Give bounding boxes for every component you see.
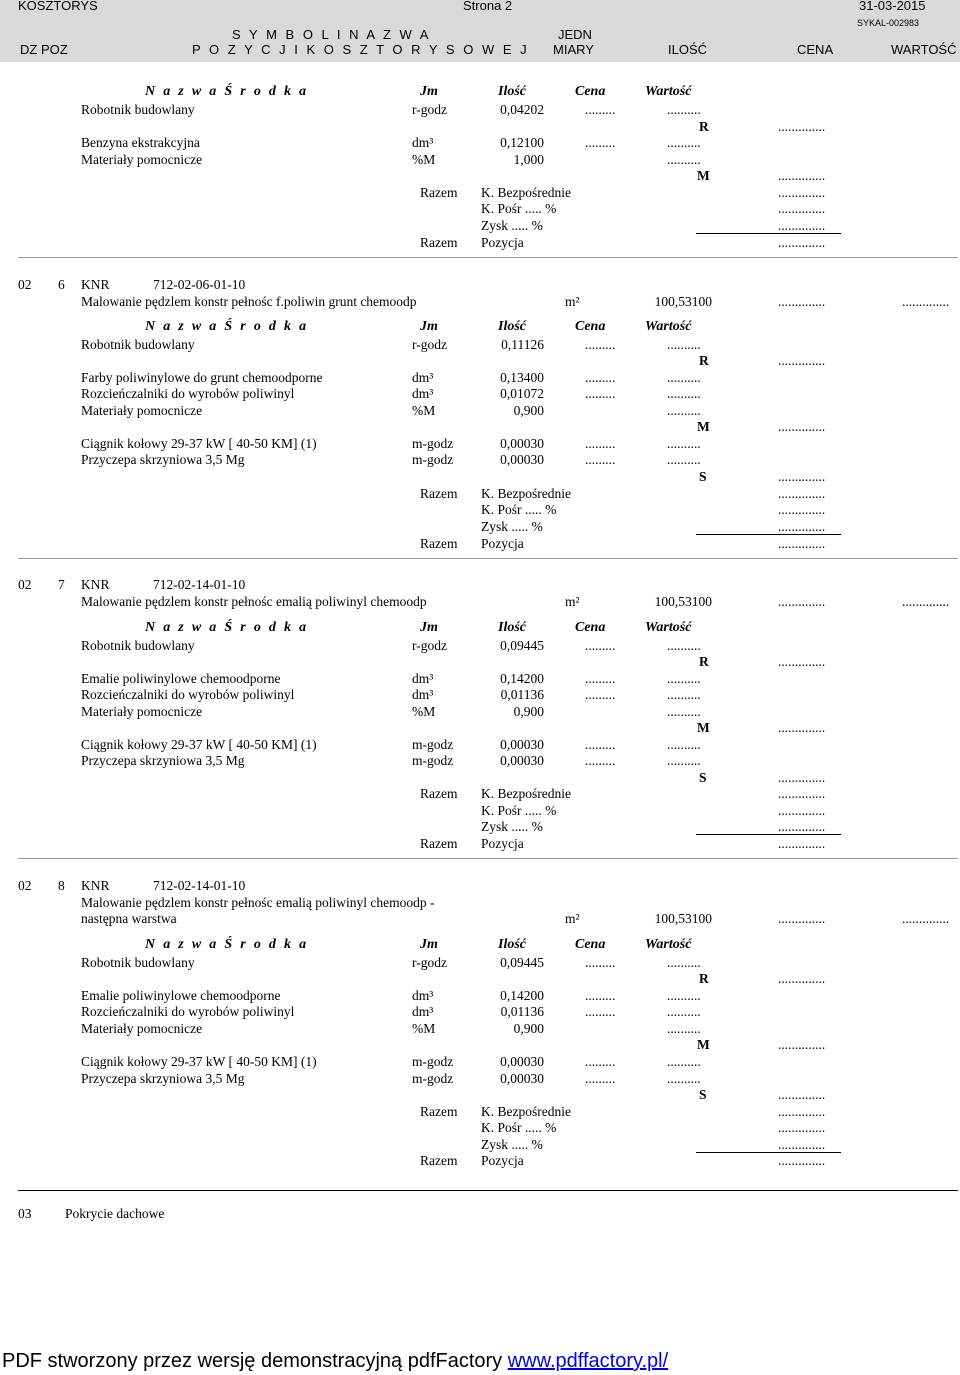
resource-qty: 0,01072 xyxy=(500,386,544,401)
resource-price: ......... xyxy=(585,370,616,385)
k-posr-value: .............. xyxy=(778,201,826,216)
pozycja-label: Pozycja xyxy=(481,1153,524,1168)
position-base: KNR xyxy=(81,878,110,893)
resource-qty: 0,00030 xyxy=(500,452,544,467)
zysk-value: .............. xyxy=(778,819,826,834)
header-miary: MIARY xyxy=(553,42,594,57)
subtotal-s-label: S xyxy=(699,1087,707,1102)
k-posr-label: K. Pośr ..... % xyxy=(481,201,557,216)
pdf-watermark xyxy=(2,1349,668,1373)
position-separator xyxy=(18,558,958,559)
resource-price: ......... xyxy=(585,955,616,970)
zysk-value: .............. xyxy=(778,218,826,233)
resource-qty: 0,12100 xyxy=(500,135,544,150)
zysk-label: Zysk ..... % xyxy=(481,519,543,534)
resource-price: ......... xyxy=(585,1054,616,1069)
subtotal-m-label: M xyxy=(697,720,710,735)
position-description: Malowanie pędzlem konstr pełnośc emalią poliwinyl chemoodp - xyxy=(81,895,435,910)
col-jm: Jm xyxy=(420,84,438,99)
resource-name: Ciągnik kołowy 29-37 kW [ 40-50 KM] (1) xyxy=(81,737,317,752)
k-posr-label: K. Pośr ..... % xyxy=(481,803,557,818)
subtotal-r-label: R xyxy=(699,119,709,134)
pozycja-value: .............. xyxy=(778,235,826,250)
resource-value: .......... xyxy=(667,671,701,686)
position-separator xyxy=(18,257,958,258)
resource-unit: m-godz xyxy=(412,1054,454,1069)
k-posr-value: .............. xyxy=(778,1120,826,1135)
resource-unit: %M xyxy=(412,152,436,167)
resource-name: Farby poliwinylowe do grunt chemoodporne xyxy=(81,370,323,385)
page-number: Strona 2 xyxy=(463,0,513,13)
resource-qty: 0,01136 xyxy=(500,687,544,702)
resource-qty: 1,000 xyxy=(513,152,544,167)
resource-value: .......... xyxy=(667,687,701,702)
resource-unit: m-godz xyxy=(412,737,454,752)
resource-name: Przyczepa skrzyniowa 3,5 Mg xyxy=(81,1071,245,1086)
position-value: .............. xyxy=(902,594,950,609)
position-qty: 100,53100 xyxy=(654,911,712,926)
k-bezposrednie-label: K. Bezpośrednie xyxy=(481,486,571,501)
resource-unit: dm³ xyxy=(412,386,434,401)
col-jm: Jm xyxy=(420,319,438,334)
subtotal-m-label: M xyxy=(697,168,710,183)
resource-value: .......... xyxy=(667,955,701,970)
position-dz: 02 xyxy=(18,577,32,592)
subtotal-m-label: M xyxy=(697,419,710,434)
position-code: 712-02-06-01-10 xyxy=(153,277,246,292)
resource-value: .......... xyxy=(667,436,701,451)
position-unit: m² xyxy=(565,594,580,609)
position-separator xyxy=(18,858,958,859)
resource-value: .......... xyxy=(667,1054,701,1069)
resource-unit: r-godz xyxy=(412,337,447,352)
resource-name: Przyczepa skrzyniowa 3,5 Mg xyxy=(81,452,245,467)
subtotal-s-value: .............. xyxy=(778,1087,826,1102)
resource-name: Materiały pomocnicze xyxy=(81,1021,203,1036)
subtotal-r-label: R xyxy=(699,353,709,368)
razem-label: Razem xyxy=(420,836,458,851)
position-price: .............. xyxy=(778,594,826,609)
watermark-text: PDF stworzony przez wersję demonstracyjną pdfFactory xyxy=(2,1350,508,1372)
col-nazwa-srodka: N a z w a Ś r o d k a xyxy=(145,84,309,99)
resource-value: .......... xyxy=(667,370,701,385)
position-price: .............. xyxy=(778,294,826,309)
resource-price: ......... xyxy=(585,452,616,467)
header-ilosc: ILOŚĆ xyxy=(668,42,708,57)
resource-name: Rozcieńczalniki do wyrobów poliwinyl xyxy=(81,1004,295,1019)
resource-unit: dm³ xyxy=(412,370,434,385)
k-bezposrednie-value: .............. xyxy=(778,486,826,501)
header-dz-poz: DZ POZ xyxy=(20,42,68,57)
k-bezposrednie-label: K. Bezpośrednie xyxy=(481,185,571,200)
resource-value: .......... xyxy=(667,704,701,719)
position-dz: 02 xyxy=(18,878,32,893)
resource-name: Materiały pomocnicze xyxy=(81,152,203,167)
subtotal-m-value: .............. xyxy=(778,168,826,183)
col-ilosc: Ilość xyxy=(498,319,526,334)
resource-qty: 0,09445 xyxy=(500,638,544,653)
resource-qty: 0,00030 xyxy=(500,436,544,451)
subtotal-r-label: R xyxy=(699,654,709,669)
subtotal-m-value: .............. xyxy=(778,1037,826,1052)
resource-unit: m-godz xyxy=(412,436,454,451)
resource-unit: dm³ xyxy=(412,687,434,702)
resource-qty: 0,14200 xyxy=(500,988,544,1003)
razem-label: Razem xyxy=(420,185,458,200)
resource-qty: 0,11126 xyxy=(501,337,544,352)
resource-price: ......... xyxy=(585,135,616,150)
resource-value: .......... xyxy=(667,102,701,117)
position-description: Malowanie pędzlem konstr pełnośc emalią poliwinyl chemoodp xyxy=(81,594,427,609)
doc-title: KOSZTORYS xyxy=(18,0,98,13)
resource-value: .......... xyxy=(667,452,701,467)
resource-price: ......... xyxy=(585,337,616,352)
pozycja-value: .............. xyxy=(778,1153,826,1168)
resource-unit: r-godz xyxy=(412,638,447,653)
resource-name: Materiały pomocnicze xyxy=(81,403,203,418)
resource-unit: r-godz xyxy=(412,102,447,117)
resource-price: ......... xyxy=(585,102,616,117)
pozycja-label: Pozycja xyxy=(481,836,524,851)
k-bezposrednie-label: K. Bezpośrednie xyxy=(481,1104,571,1119)
k-bezposrednie-value: .............. xyxy=(778,1104,826,1119)
k-bezposrednie-label: K. Bezpośrednie xyxy=(481,786,571,801)
resource-value: .......... xyxy=(667,337,701,352)
position-number: 7 xyxy=(58,577,65,592)
k-bezposrednie-value: .............. xyxy=(778,786,826,801)
pozycja-label: Pozycja xyxy=(481,235,524,250)
resource-qty: 0,900 xyxy=(513,403,544,418)
resource-price: ......... xyxy=(585,386,616,401)
resource-name: Emalie poliwinylowe chemoodporne xyxy=(81,988,281,1003)
resource-value: .......... xyxy=(667,1021,701,1036)
subtotal-r-value: .............. xyxy=(778,119,826,134)
subtotal-r-value: .............. xyxy=(778,353,826,368)
resource-qty: 0,04202 xyxy=(500,102,544,117)
razem-label: Razem xyxy=(420,235,458,250)
resource-name: Przyczepa skrzyniowa 3,5 Mg xyxy=(81,753,245,768)
subtotal-s-value: .............. xyxy=(778,770,826,785)
resource-value: .......... xyxy=(667,403,701,418)
subtotal-r-value: .............. xyxy=(778,971,826,986)
resource-price: ......... xyxy=(585,687,616,702)
resource-value: .......... xyxy=(667,386,701,401)
resource-name: Benzyna ekstrakcyjna xyxy=(81,135,200,150)
header-symbol-nazwa: S Y M B O L I N A Z W A xyxy=(232,27,431,42)
pozycja-value: .............. xyxy=(778,536,826,551)
col-nazwa-srodka: N a z w a Ś r o d k a xyxy=(145,319,309,334)
resource-qty: 0,14200 xyxy=(500,671,544,686)
resource-unit: dm³ xyxy=(412,671,434,686)
col-jm: Jm xyxy=(420,620,438,635)
position-base: KNR xyxy=(81,277,110,292)
resource-price: ......... xyxy=(585,1071,616,1086)
header-pozycji: P O Z Y C J I K O S Z T O R Y S O W E J xyxy=(192,42,530,57)
col-ilosc: Ilość xyxy=(498,620,526,635)
col-cena: Cena xyxy=(575,84,606,99)
resource-qty: 0,13400 xyxy=(500,370,544,385)
subtotal-m-value: .............. xyxy=(778,720,826,735)
pozycja-value: .............. xyxy=(778,836,826,851)
zysk-value: .............. xyxy=(778,519,826,534)
col-wartosc: Wartość xyxy=(645,84,692,99)
position-price: .............. xyxy=(778,911,826,926)
position-qty: 100,53100 xyxy=(654,594,712,609)
razem-label: Razem xyxy=(420,536,458,551)
subtotal-s-value: .............. xyxy=(778,469,826,484)
col-jm: Jm xyxy=(420,937,438,952)
resource-name: Robotnik budowlany xyxy=(81,955,195,970)
pozycja-label: Pozycja xyxy=(481,536,524,551)
razem-label: Razem xyxy=(420,1104,458,1119)
header-jedn: JEDN xyxy=(558,27,592,42)
col-wartosc: Wartość xyxy=(645,620,692,635)
resource-value: .......... xyxy=(667,1071,701,1086)
subtotal-r-label: R xyxy=(699,971,709,986)
col-cena: Cena xyxy=(575,319,606,334)
resource-name: Ciągnik kołowy 29-37 kW [ 40-50 KM] (1) xyxy=(81,436,317,451)
subtotal-m-label: M xyxy=(697,1037,710,1052)
resource-price: ......... xyxy=(585,988,616,1003)
resource-qty: 0,900 xyxy=(513,1021,544,1036)
doc-date: 31-03-2015 xyxy=(859,0,926,13)
subtotal-s-label: S xyxy=(699,770,707,785)
position-qty: 100,53100 xyxy=(654,294,712,309)
col-nazwa-srodka: N a z w a Ś r o d k a xyxy=(145,937,309,952)
resource-name: Robotnik budowlany xyxy=(81,638,195,653)
subtotal-m-value: .............. xyxy=(778,419,826,434)
resource-qty: 0,00030 xyxy=(500,753,544,768)
resource-unit: dm³ xyxy=(412,1004,434,1019)
razem-label: Razem xyxy=(420,786,458,801)
resource-qty: 0,09445 xyxy=(500,955,544,970)
resource-unit: %M xyxy=(412,1021,436,1036)
position-number: 6 xyxy=(58,277,65,292)
position-value: .............. xyxy=(902,294,950,309)
razem-label: Razem xyxy=(420,486,458,501)
resource-qty: 0,900 xyxy=(513,704,544,719)
position-description: Malowanie pędzlem konstr pełnośc f.poliwin grunt chemoodp xyxy=(81,294,417,309)
position-dz: 02 xyxy=(18,277,32,292)
resource-price: ......... xyxy=(585,436,616,451)
resource-unit: m-godz xyxy=(412,452,454,467)
resource-value: .......... xyxy=(667,152,701,167)
section-number: 03 xyxy=(18,1206,32,1221)
resource-price: ......... xyxy=(585,737,616,752)
resource-name: Robotnik budowlany xyxy=(81,102,195,117)
position-number: 8 xyxy=(58,878,65,893)
position-base: KNR xyxy=(81,577,110,592)
col-wartosc: Wartość xyxy=(645,319,692,334)
resource-value: .......... xyxy=(667,638,701,653)
resource-unit: %M xyxy=(412,403,436,418)
doc-code: SYKAL-002983 xyxy=(857,18,920,28)
col-ilosc: Ilość xyxy=(498,84,526,99)
col-cena: Cena xyxy=(575,937,606,952)
resource-name: Ciągnik kołowy 29-37 kW [ 40-50 KM] (1) xyxy=(81,1054,317,1069)
resource-value: .......... xyxy=(667,1004,701,1019)
resource-name: Rozcieńczalniki do wyrobów poliwinyl xyxy=(81,687,295,702)
resource-qty: 0,00030 xyxy=(500,737,544,752)
resource-value: .......... xyxy=(667,135,701,150)
col-wartosc: Wartość xyxy=(645,937,692,952)
subtotal-s-label: S xyxy=(699,469,707,484)
resource-value: .......... xyxy=(667,737,701,752)
resource-name: Emalie poliwinylowe chemoodporne xyxy=(81,671,281,686)
sum-underline xyxy=(696,834,841,835)
resource-unit: dm³ xyxy=(412,135,434,150)
sum-underline xyxy=(696,534,841,535)
position-code: 712-02-14-01-10 xyxy=(153,577,246,592)
resource-value: .......... xyxy=(667,753,701,768)
resource-price: ......... xyxy=(585,671,616,686)
subtotal-r-value: .............. xyxy=(778,654,826,669)
resource-unit: m-godz xyxy=(412,1071,454,1086)
position-unit: m² xyxy=(565,911,580,926)
resource-name: Rozcieńczalniki do wyrobów poliwinyl xyxy=(81,386,295,401)
resource-name: Robotnik budowlany xyxy=(81,337,195,352)
k-bezposrednie-value: .............. xyxy=(778,185,826,200)
watermark-link[interactable]: www.pdffactory.pl/ xyxy=(507,1350,669,1372)
col-cena: Cena xyxy=(575,620,606,635)
resource-unit: m-godz xyxy=(412,753,454,768)
k-posr-value: .............. xyxy=(778,803,826,818)
sum-underline xyxy=(696,233,841,234)
k-posr-value: .............. xyxy=(778,502,826,517)
section-separator xyxy=(18,1190,958,1191)
zysk-label: Zysk ..... % xyxy=(481,1137,543,1152)
zysk-label: Zysk ..... % xyxy=(481,819,543,834)
position-description-cont: następna warstwa xyxy=(81,911,177,926)
header-wartosc: WARTOŚĆ xyxy=(891,42,957,57)
resource-unit: r-godz xyxy=(412,955,447,970)
col-ilosc: Ilość xyxy=(498,937,526,952)
position-value: .............. xyxy=(902,911,950,926)
zysk-value: .............. xyxy=(778,1137,826,1152)
col-nazwa-srodka: N a z w a Ś r o d k a xyxy=(145,620,309,635)
resource-price: ......... xyxy=(585,1004,616,1019)
resource-qty: 0,00030 xyxy=(500,1071,544,1086)
resource-value: .......... xyxy=(667,988,701,1003)
header-cena: CENA xyxy=(797,42,834,57)
resource-qty: 0,00030 xyxy=(500,1054,544,1069)
razem-label: Razem xyxy=(420,1153,458,1168)
resource-price: ......... xyxy=(585,753,616,768)
resource-unit: dm³ xyxy=(412,988,434,1003)
resource-unit: %M xyxy=(412,704,436,719)
resource-price: ......... xyxy=(585,638,616,653)
zysk-label: Zysk ..... % xyxy=(481,218,543,233)
position-code: 712-02-14-01-10 xyxy=(153,878,246,893)
section-title: Pokrycie dachowe xyxy=(65,1206,165,1221)
position-unit: m² xyxy=(565,294,580,309)
resource-qty: 0,01136 xyxy=(500,1004,544,1019)
k-posr-label: K. Pośr ..... % xyxy=(481,1120,557,1135)
k-posr-label: K. Pośr ..... % xyxy=(481,502,557,517)
resource-name: Materiały pomocnicze xyxy=(81,704,203,719)
